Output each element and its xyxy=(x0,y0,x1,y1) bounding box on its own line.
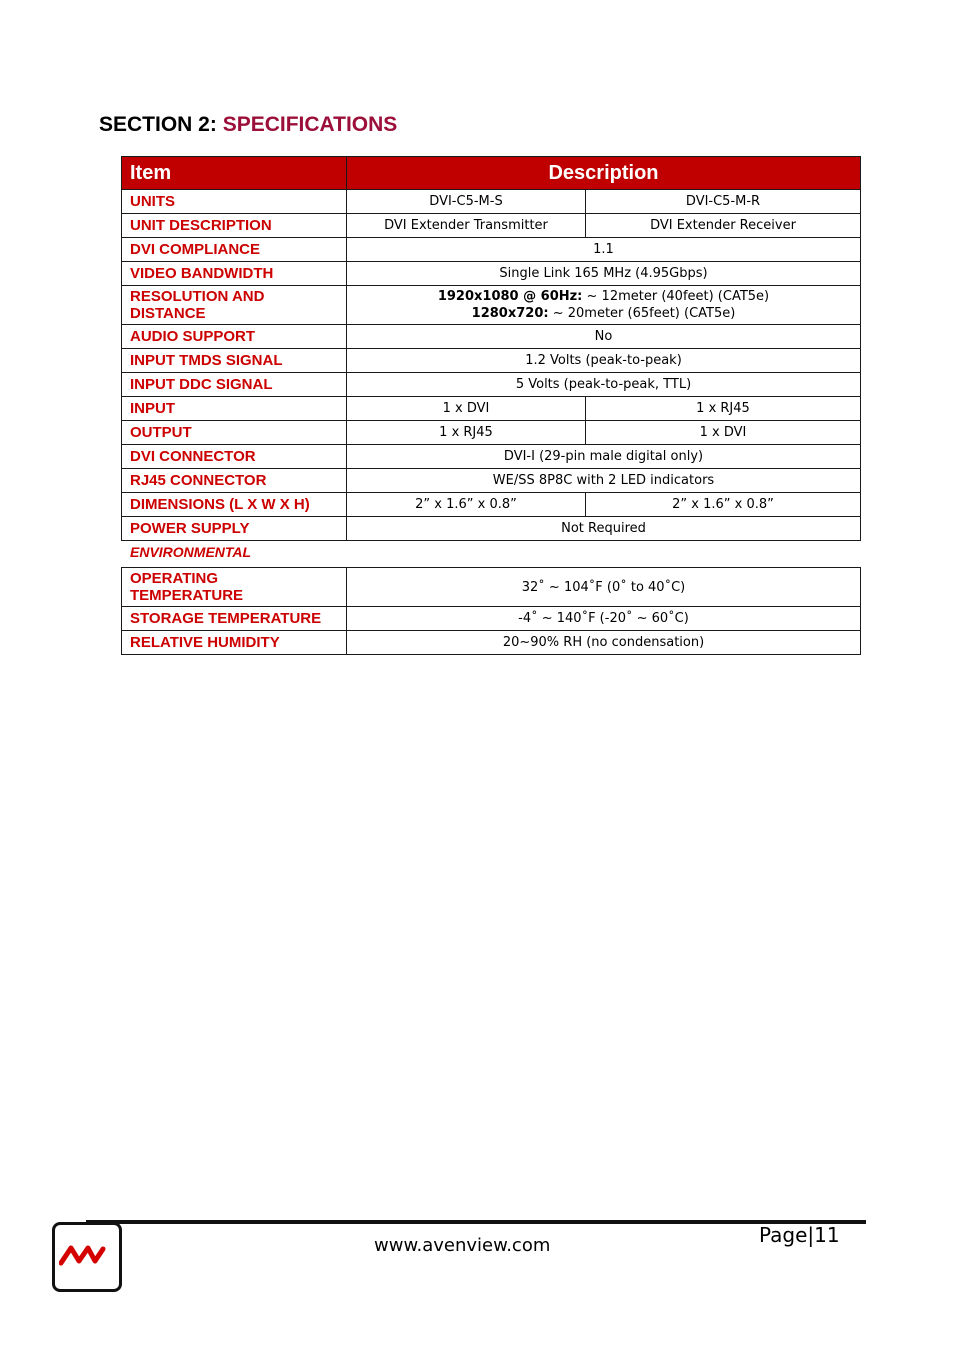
power-supply-value: Not Required xyxy=(347,517,861,541)
footer-divider xyxy=(86,1220,866,1224)
input-tmds-value: 1.2 Volts (peak-to-peak) xyxy=(347,349,861,373)
row-label-power-supply: POWER SUPPLY xyxy=(122,517,347,541)
table-row xyxy=(122,325,861,349)
footer-url: www.avenview.com xyxy=(374,1235,551,1256)
row-label-audio-support: AUDIO SUPPORT xyxy=(122,325,347,349)
section-prefix: SECTION 2: xyxy=(99,113,223,136)
row-label-unit-description: UNIT DESCRIPTION xyxy=(122,214,347,238)
page-number: Page|11 xyxy=(759,1223,840,1247)
row-label-dvi-connector: DVI CONNECTOR xyxy=(122,445,347,469)
table-row xyxy=(122,397,861,421)
row-label-rj45-connector: RJ45 CONNECTOR xyxy=(122,469,347,493)
table-row xyxy=(122,421,861,445)
table-row xyxy=(122,517,861,541)
label-line: RESOLUTION AND xyxy=(130,288,265,305)
table-row xyxy=(122,214,861,238)
section-title xyxy=(99,113,397,137)
row-label-relative-humidity: RELATIVE HUMIDITY xyxy=(122,631,347,655)
storage-temperature-value: -4˚ ~ 140˚F (-20˚ ~ 60˚C) xyxy=(347,607,861,631)
row-label-units: UNITS xyxy=(122,190,347,214)
table-row xyxy=(122,631,861,655)
input-ddc-value: 5 Volts (peak-to-peak, TTL) xyxy=(347,373,861,397)
row-label-video-bandwidth: VIDEO BANDWIDTH xyxy=(122,262,347,286)
unit-description-receiver: DVI Extender Receiver xyxy=(586,214,861,238)
table-header-row xyxy=(122,157,861,190)
row-label-input-tmds: INPUT TMDS SIGNAL xyxy=(122,349,347,373)
input-receiver: 1 x RJ45 xyxy=(586,397,861,421)
table-row xyxy=(122,568,861,607)
section-name: SPECIFICATIONS xyxy=(222,113,398,136)
table-row xyxy=(122,373,861,397)
distance-720: ~ 20meter (65feet) (CAT5e) xyxy=(548,306,736,321)
row-label-storage-temperature: STORAGE TEMPERATURE xyxy=(122,607,347,631)
table-row xyxy=(122,607,861,631)
output-transmitter: 1 x RJ45 xyxy=(347,421,586,445)
video-bandwidth-value: Single Link 165 MHz (4.95Gbps) xyxy=(347,262,861,286)
label-line: OPERATING xyxy=(130,570,219,587)
table-row xyxy=(122,349,861,373)
row-label-dvi-compliance: DVI COMPLIANCE xyxy=(122,238,347,262)
table-row xyxy=(122,469,861,493)
row-label-operating-temperature xyxy=(122,568,347,607)
header-item: Item xyxy=(122,157,347,190)
input-transmitter: 1 x DVI xyxy=(347,397,586,421)
resolution-720: 1280x720: xyxy=(471,306,549,321)
environmental-table xyxy=(121,567,861,655)
dvi-connector-value: DVI-I (29-pin male digital only) xyxy=(347,445,861,469)
specifications-table xyxy=(121,156,861,541)
dimensions-transmitter: 2” x 1.6” x 0.8” xyxy=(347,493,586,517)
row-label-resolution-distance xyxy=(122,286,347,325)
row-label-dimensions: DIMENSIONS (L X W X H) xyxy=(122,493,347,517)
label-line: TEMPERATURE xyxy=(130,587,244,604)
table-row xyxy=(122,238,861,262)
table-row xyxy=(122,445,861,469)
table-row xyxy=(122,190,861,214)
header-description: Description xyxy=(347,157,861,190)
relative-humidity-value: 20~90% RH (no condensation) xyxy=(347,631,861,655)
row-label-output: OUTPUT xyxy=(122,421,347,445)
avenview-logo-icon xyxy=(52,1222,122,1292)
row-label-input: INPUT xyxy=(122,397,347,421)
audio-support-value: No xyxy=(347,325,861,349)
unit-description-transmitter: DVI Extender Transmitter xyxy=(347,214,586,238)
label-line: DISTANCE xyxy=(130,305,206,322)
units-transmitter: DVI-C5-M-S xyxy=(347,190,586,214)
units-receiver: DVI-C5-M-R xyxy=(586,190,861,214)
operating-temperature-value: 32˚ ~ 104˚F (0˚ to 40˚C) xyxy=(347,568,861,607)
resolution-1080: 1920x1080 @ 60Hz: xyxy=(437,289,583,304)
table-row xyxy=(122,262,861,286)
environmental-heading: ENVIRONMENTAL xyxy=(130,544,252,560)
dimensions-receiver: 2” x 1.6” x 0.8” xyxy=(586,493,861,517)
row-label-input-ddc: INPUT DDC SIGNAL xyxy=(122,373,347,397)
rj45-connector-value: WE/SS 8P8C with 2 LED indicators xyxy=(347,469,861,493)
table-row xyxy=(122,286,861,325)
distance-1080: ~ 12meter (40feet) (CAT5e) xyxy=(582,289,770,304)
resolution-distance-value xyxy=(347,286,861,325)
dvi-compliance-value: 1.1 xyxy=(347,238,861,262)
table-row xyxy=(122,493,861,517)
output-receiver: 1 x DVI xyxy=(586,421,861,445)
